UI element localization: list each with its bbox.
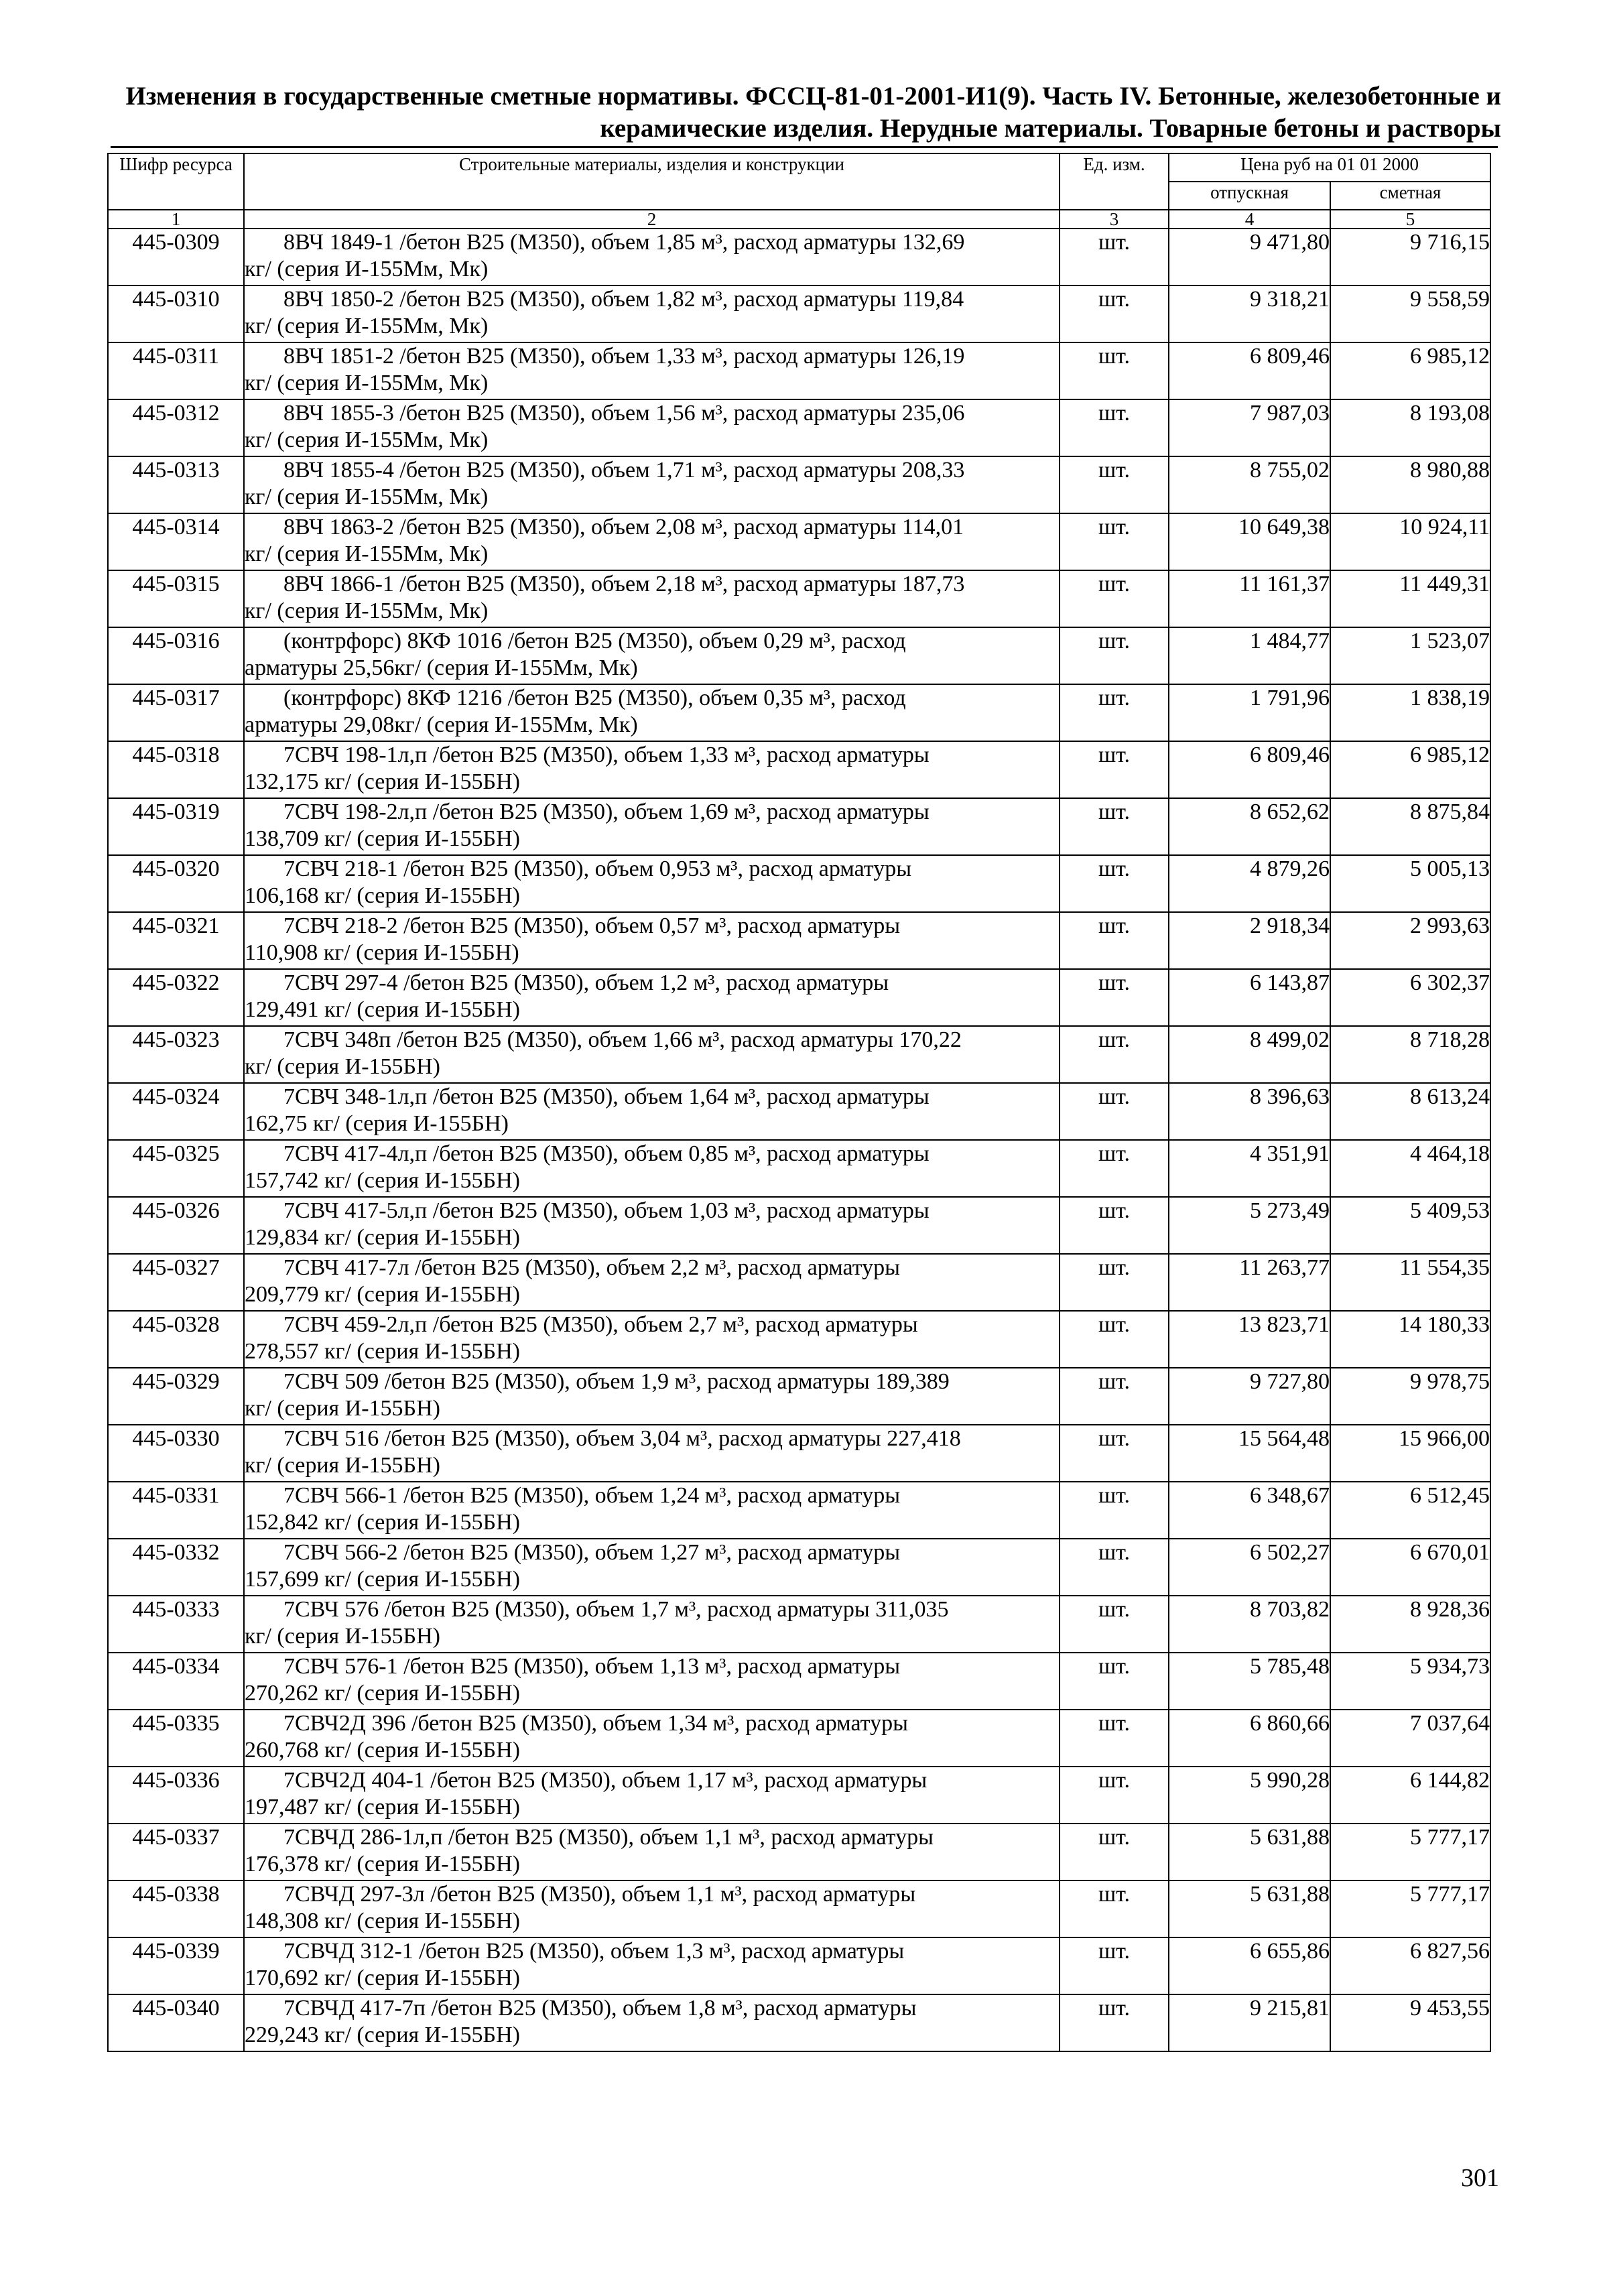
table-row [108, 1937, 1490, 1994]
estimate-price: 1 523,07 [1330, 627, 1490, 684]
header-code: Шифр ресурса [108, 153, 244, 210]
resource-code: 445-0328 [108, 1311, 244, 1368]
description-line-1: 7СВЧ 516 /бетон В25 (М350), объем 3,04 м³, расход арматуры 227,418 [283, 1426, 961, 1451]
unit-of-measure: шт. [1060, 969, 1169, 1026]
unit-of-measure: шт. [1060, 1311, 1169, 1368]
description-line-1: 8ВЧ 1850-2 /бетон В25 (М350), объем 1,82 м³, расход арматуры 119,84 [283, 287, 964, 312]
material-description [244, 1880, 1060, 1937]
material-description [244, 1311, 1060, 1368]
material-description [244, 1254, 1060, 1311]
table-row [108, 513, 1490, 570]
resource-code: 445-0322 [108, 969, 244, 1026]
release-price: 9 727,80 [1169, 1368, 1330, 1425]
header-rule [111, 146, 1498, 148]
description-line-2: 129,834 кг/ (серия И-155БН) [245, 1225, 520, 1250]
resource-code: 445-0340 [108, 1994, 244, 2051]
resource-code: 445-0312 [108, 399, 244, 456]
release-price: 1 791,96 [1169, 684, 1330, 741]
price-table [107, 153, 1491, 2052]
description-line-2: 270,262 кг/ (серия И-155БН) [245, 1681, 520, 1706]
release-price: 4 879,26 [1169, 855, 1330, 912]
material-description [244, 969, 1060, 1026]
resource-code: 445-0319 [108, 798, 244, 855]
material-description [244, 1824, 1060, 1880]
release-price: 10 649,38 [1169, 513, 1330, 570]
description-line-2: 148,308 кг/ (серия И-155БН) [245, 1909, 520, 1933]
table-row [108, 855, 1490, 912]
release-price: 8 396,63 [1169, 1083, 1330, 1140]
release-price: 11 263,77 [1169, 1254, 1330, 1311]
description-line-1: 8ВЧ 1849-1 /бетон В25 (М350), объем 1,85 м³, расход арматуры 132,69 [283, 230, 965, 255]
estimate-price: 14 180,33 [1330, 1311, 1490, 1368]
unit-of-measure: шт. [1060, 513, 1169, 570]
material-description [244, 684, 1060, 741]
material-description [244, 570, 1060, 627]
header-col-number: 2 [244, 210, 1060, 229]
table-row [108, 285, 1490, 342]
release-price: 6 143,87 [1169, 969, 1330, 1026]
table-row [108, 1539, 1490, 1596]
estimate-price: 1 838,19 [1330, 684, 1490, 741]
release-price: 9 471,80 [1169, 229, 1330, 285]
estimate-price: 2 993,63 [1330, 912, 1490, 969]
description-line-2: 152,842 кг/ (серия И-155БН) [245, 1510, 520, 1535]
description-line-2: кг/ (серия И-155Мм, Мк) [245, 598, 489, 623]
unit-of-measure: шт. [1060, 342, 1169, 399]
resource-code: 445-0334 [108, 1653, 244, 1710]
description-line-1: 7СВЧ 509 /бетон В25 (М350), объем 1,9 м³, расход арматуры 189,389 [283, 1369, 950, 1394]
release-price: 5 273,49 [1169, 1197, 1330, 1254]
description-line-2: 110,908 кг/ (серия И-155БН) [245, 940, 519, 965]
estimate-price: 8 928,36 [1330, 1596, 1490, 1653]
table-row [108, 1140, 1490, 1197]
description-line-2: 157,742 кг/ (серия И-155БН) [245, 1168, 520, 1193]
table-row [108, 798, 1490, 855]
material-description [244, 855, 1060, 912]
material-description [244, 399, 1060, 456]
description-line-1: 8ВЧ 1855-3 /бетон В25 (М350), объем 1,56 м³, расход арматуры 235,06 [283, 401, 965, 426]
table-row [108, 1311, 1490, 1368]
estimate-price: 6 670,01 [1330, 1539, 1490, 1596]
release-price: 11 161,37 [1169, 570, 1330, 627]
header-line-1: Изменения в государственные сметные нормативы. ФССЦ-81-01-2001-И1(9). Часть IV. Бетонные, железобетонные и [125, 82, 1501, 111]
unit-of-measure: шт. [1060, 456, 1169, 513]
unit-of-measure: шт. [1060, 1083, 1169, 1140]
estimate-price: 5 777,17 [1330, 1880, 1490, 1937]
description-line-1: 7СВЧ 348п /бетон В25 (М350), объем 1,66 м³, расход арматуры 170,22 [283, 1027, 962, 1052]
material-description [244, 912, 1060, 969]
unit-of-measure: шт. [1060, 1880, 1169, 1937]
description-line-1: 7СВЧ2Д 396 /бетон В25 (М350), объем 1,34 м³, расход арматуры [283, 1711, 908, 1736]
description-line-2: кг/ (серия И-155Мм, Мк) [245, 428, 489, 452]
unit-of-measure: шт. [1060, 1197, 1169, 1254]
estimate-price: 9 978,75 [1330, 1368, 1490, 1425]
unit-of-measure: шт. [1060, 627, 1169, 684]
estimate-price: 5 005,13 [1330, 855, 1490, 912]
material-description [244, 229, 1060, 285]
resource-code: 445-0321 [108, 912, 244, 969]
material-description [244, 741, 1060, 798]
table-row [108, 399, 1490, 456]
material-description [244, 1767, 1060, 1824]
page-number: 301 [1461, 2164, 1499, 2192]
release-price: 8 499,02 [1169, 1026, 1330, 1083]
table-row [108, 1710, 1490, 1767]
estimate-price: 6 827,56 [1330, 1937, 1490, 1994]
description-line-1: 7СВЧ 297-4 /бетон В25 (М350), объем 1,2 м³, расход арматуры [283, 970, 889, 995]
release-price: 5 990,28 [1169, 1767, 1330, 1824]
table-row [108, 1425, 1490, 1482]
description-line-2: кг/ (серия И-155БН) [245, 1453, 440, 1478]
header-col-number: 3 [1060, 210, 1169, 229]
material-description [244, 1596, 1060, 1653]
header-col-number: 4 [1169, 210, 1330, 229]
unit-of-measure: шт. [1060, 1539, 1169, 1596]
table-row [108, 912, 1490, 969]
release-price: 5 631,88 [1169, 1824, 1330, 1880]
release-price: 2 918,34 [1169, 912, 1330, 969]
description-line-1: (контрфорс) 8КФ 1016 /бетон В25 (М350), объем 0,29 м³, расход [283, 629, 906, 653]
estimate-price: 6 144,82 [1330, 1767, 1490, 1824]
unit-of-measure: шт. [1060, 1596, 1169, 1653]
material-description [244, 1937, 1060, 1994]
description-line-2: кг/ (серия И-155Мм, Мк) [245, 485, 489, 509]
estimate-price: 8 613,24 [1330, 1083, 1490, 1140]
release-price: 6 809,46 [1169, 342, 1330, 399]
release-price: 6 655,86 [1169, 1937, 1330, 1994]
unit-of-measure: шт. [1060, 570, 1169, 627]
description-line-2: 197,487 кг/ (серия И-155БН) [245, 1795, 520, 1820]
estimate-price: 6 985,12 [1330, 741, 1490, 798]
table-row [108, 1482, 1490, 1539]
description-line-1: 7СВЧ 576-1 /бетон В25 (М350), объем 1,13 м³, расход арматуры [283, 1654, 901, 1679]
description-line-2: кг/ (серия И-155Мм, Мк) [245, 257, 489, 281]
release-price: 6 809,46 [1169, 741, 1330, 798]
unit-of-measure: шт. [1060, 1254, 1169, 1311]
resource-code: 445-0314 [108, 513, 244, 570]
unit-of-measure: шт. [1060, 1368, 1169, 1425]
table-row [108, 1368, 1490, 1425]
description-line-2: кг/ (серия И-155БН) [245, 1624, 440, 1649]
material-description [244, 342, 1060, 399]
table-row [108, 229, 1490, 285]
table-row [108, 1653, 1490, 1710]
estimate-price: 5 777,17 [1330, 1824, 1490, 1880]
description-line-1: 7СВЧ 218-1 /бетон В25 (М350), объем 0,953 м³, расход арматуры [283, 856, 912, 881]
estimate-price: 8 875,84 [1330, 798, 1490, 855]
estimate-price: 6 512,45 [1330, 1482, 1490, 1539]
description-line-2: 170,692 кг/ (серия И-155БН) [245, 1966, 520, 1990]
description-line-1: 7СВЧ 198-1л,п /бетон В25 (М350), объем 1,33 м³, расход арматуры [283, 743, 930, 767]
header-name: Строительные материалы, изделия и конструкции [244, 153, 1060, 210]
unit-of-measure: шт. [1060, 1824, 1169, 1880]
resource-code: 445-0325 [108, 1140, 244, 1197]
unit-of-measure: шт. [1060, 741, 1169, 798]
table-row [108, 1596, 1490, 1653]
resource-code: 445-0329 [108, 1368, 244, 1425]
description-line-1: 8ВЧ 1855-4 /бетон В25 (М350), объем 1,71 м³, расход арматуры 208,33 [283, 458, 965, 483]
description-line-1: 7СВЧ 566-2 /бетон В25 (М350), объем 1,27 м³, расход арматуры [283, 1540, 901, 1565]
unit-of-measure: шт. [1060, 1937, 1169, 1994]
release-price: 6 502,27 [1169, 1539, 1330, 1596]
release-price: 4 351,91 [1169, 1140, 1330, 1197]
header-price-release: отпускная [1169, 182, 1330, 210]
description-line-1: 7СВЧ 576 /бетон В25 (М350), объем 1,7 м³, расход арматуры 311,035 [283, 1597, 949, 1622]
resource-code: 445-0323 [108, 1026, 244, 1083]
resource-code: 445-0336 [108, 1767, 244, 1824]
description-line-2: 260,768 кг/ (серия И-155БН) [245, 1738, 520, 1763]
resource-code: 445-0316 [108, 627, 244, 684]
release-price: 15 564,48 [1169, 1425, 1330, 1482]
header-line-2: керамические изделия. Нерудные материалы. Товарные бетоны и растворы [600, 114, 1501, 143]
description-line-2: 157,699 кг/ (серия И-155БН) [245, 1567, 520, 1592]
release-price: 6 860,66 [1169, 1710, 1330, 1767]
release-price: 6 348,67 [1169, 1482, 1330, 1539]
table-row [108, 1994, 1490, 2051]
table-row [108, 570, 1490, 627]
estimate-price: 10 924,11 [1330, 513, 1490, 570]
description-line-1: 7СВЧ 417-5л,п /бетон В25 (М350), объем 1,03 м³, расход арматуры [283, 1198, 930, 1223]
release-price: 1 484,77 [1169, 627, 1330, 684]
table-row [108, 1767, 1490, 1824]
resource-code: 445-0311 [108, 342, 244, 399]
resource-code: 445-0331 [108, 1482, 244, 1539]
release-price: 5 785,48 [1169, 1653, 1330, 1710]
estimate-price: 6 985,12 [1330, 342, 1490, 399]
estimate-price: 11 554,35 [1330, 1254, 1490, 1311]
description-line-2: 129,491 кг/ (серия И-155БН) [245, 997, 520, 1022]
header-col-number: 1 [108, 210, 244, 229]
material-description [244, 1197, 1060, 1254]
material-description [244, 1482, 1060, 1539]
estimate-price: 11 449,31 [1330, 570, 1490, 627]
unit-of-measure: шт. [1060, 1653, 1169, 1710]
material-description [244, 1539, 1060, 1596]
unit-of-measure: шт. [1060, 1767, 1169, 1824]
description-line-1: 7СВЧД 286-1л,п /бетон В25 (М350), объем 1,1 м³, расход арматуры [283, 1825, 934, 1850]
table-row [108, 342, 1490, 399]
table-row [108, 1824, 1490, 1880]
resource-code: 445-0320 [108, 855, 244, 912]
unit-of-measure: шт. [1060, 1482, 1169, 1539]
page-header [107, 80, 1501, 145]
description-line-1: (контрфорс) 8КФ 1216 /бетон В25 (М350), объем 0,35 м³, расход [283, 686, 906, 710]
material-description [244, 1083, 1060, 1140]
unit-of-measure: шт. [1060, 1425, 1169, 1482]
material-description [244, 1994, 1060, 2051]
table-row [108, 1197, 1490, 1254]
description-line-2: кг/ (серия И-155Мм, Мк) [245, 314, 489, 338]
material-description [244, 1368, 1060, 1425]
material-description [244, 1026, 1060, 1083]
description-line-1: 7СВЧ 348-1л,п /бетон В25 (М350), объем 1,64 м³, расход арматуры [283, 1084, 930, 1109]
table-row [108, 969, 1490, 1026]
estimate-price: 4 464,18 [1330, 1140, 1490, 1197]
description-line-2: 176,378 кг/ (серия И-155БН) [245, 1852, 520, 1876]
estimate-price: 8 718,28 [1330, 1026, 1490, 1083]
resource-code: 445-0332 [108, 1539, 244, 1596]
estimate-price: 7 037,64 [1330, 1710, 1490, 1767]
description-line-1: 8ВЧ 1866-1 /бетон В25 (М350), объем 2,18 м³, расход арматуры 187,73 [283, 572, 965, 596]
resource-code: 445-0333 [108, 1596, 244, 1653]
resource-code: 445-0315 [108, 570, 244, 627]
release-price: 8 755,02 [1169, 456, 1330, 513]
unit-of-measure: шт. [1060, 1026, 1169, 1083]
description-line-1: 7СВЧД 417-7п /бетон В25 (М350), объем 1,8 м³, расход арматуры [283, 1996, 917, 2021]
unit-of-measure: шт. [1060, 229, 1169, 285]
description-line-2: кг/ (серия И-155Мм, Мк) [245, 541, 489, 566]
description-line-2: 229,243 кг/ (серия И-155БН) [245, 2023, 520, 2047]
release-price: 9 215,81 [1169, 1994, 1330, 2051]
description-line-1: 8ВЧ 1863-2 /бетон В25 (М350), объем 2,08 м³, расход арматуры 114,01 [283, 515, 964, 539]
resource-code: 445-0324 [108, 1083, 244, 1140]
resource-code: 445-0326 [108, 1197, 244, 1254]
material-description [244, 285, 1060, 342]
description-line-1: 7СВЧ 198-2л,п /бетон В25 (М350), объем 1,69 м³, расход арматуры [283, 800, 930, 824]
description-line-2: 106,168 кг/ (серия И-155БН) [245, 883, 520, 908]
table-row [108, 1254, 1490, 1311]
estimate-price: 5 409,53 [1330, 1197, 1490, 1254]
description-line-1: 7СВЧ 417-4л,п /бетон В25 (М350), объем 0,85 м³, расход арматуры [283, 1141, 930, 1166]
description-line-2: 278,557 кг/ (серия И-155БН) [245, 1339, 520, 1364]
release-price: 8 703,82 [1169, 1596, 1330, 1653]
material-description [244, 627, 1060, 684]
material-description [244, 456, 1060, 513]
estimate-price: 5 934,73 [1330, 1653, 1490, 1710]
resource-code: 445-0335 [108, 1710, 244, 1767]
description-line-1: 7СВЧД 312-1 /бетон В25 (М350), объем 1,3 м³, расход арматуры [283, 1939, 905, 1964]
unit-of-measure: шт. [1060, 855, 1169, 912]
description-line-2: кг/ (серия И-155Мм, Мк) [245, 371, 489, 395]
resource-code: 445-0309 [108, 229, 244, 285]
resource-code: 445-0318 [108, 741, 244, 798]
unit-of-measure: шт. [1060, 1140, 1169, 1197]
description-line-1: 7СВЧ 218-2 /бетон В25 (М350), объем 0,57 м³, расход арматуры [283, 913, 901, 938]
material-description [244, 1653, 1060, 1710]
release-price: 7 987,03 [1169, 399, 1330, 456]
release-price: 5 631,88 [1169, 1880, 1330, 1937]
unit-of-measure: шт. [1060, 912, 1169, 969]
material-description [244, 1140, 1060, 1197]
estimate-price: 9 558,59 [1330, 285, 1490, 342]
release-price: 8 652,62 [1169, 798, 1330, 855]
release-price: 9 318,21 [1169, 285, 1330, 342]
material-description [244, 1425, 1060, 1482]
description-line-2: 138,709 кг/ (серия И-155БН) [245, 826, 520, 851]
material-description [244, 798, 1060, 855]
release-price: 13 823,71 [1169, 1311, 1330, 1368]
unit-of-measure: шт. [1060, 399, 1169, 456]
resource-code: 445-0330 [108, 1425, 244, 1482]
description-line-1: 7СВЧ 566-1 /бетон В25 (М350), объем 1,24 м³, расход арматуры [283, 1483, 901, 1508]
header-price-estimate: сметная [1330, 182, 1490, 210]
estimate-price: 8 980,88 [1330, 456, 1490, 513]
description-line-1: 7СВЧ 459-2л,п /бетон В25 (М350), объем 2,7 м³, расход арматуры [283, 1312, 918, 1337]
description-line-1: 7СВЧД 297-3л /бетон В25 (М350), объем 1,1 м³, расход арматуры [283, 1882, 916, 1907]
description-line-2: арматуры 29,08кг/ (серия И-155Мм, Мк) [245, 712, 638, 737]
material-description [244, 513, 1060, 570]
unit-of-measure: шт. [1060, 285, 1169, 342]
description-line-2: 132,175 кг/ (серия И-155БН) [245, 769, 520, 794]
estimate-price: 15 966,00 [1330, 1425, 1490, 1482]
unit-of-measure: шт. [1060, 684, 1169, 741]
description-line-2: 162,75 кг/ (серия И-155БН) [245, 1111, 509, 1136]
estimate-price: 8 193,08 [1330, 399, 1490, 456]
description-line-2: 209,779 кг/ (серия И-155БН) [245, 1282, 520, 1307]
table-row [108, 684, 1490, 741]
description-line-2: кг/ (серия И-155БН) [245, 1054, 440, 1079]
table-row [108, 1026, 1490, 1083]
resource-code: 445-0310 [108, 285, 244, 342]
estimate-price: 9 716,15 [1330, 229, 1490, 285]
description-line-2: кг/ (серия И-155БН) [245, 1396, 440, 1421]
table-row [108, 456, 1490, 513]
table-row [108, 1880, 1490, 1937]
resource-code: 445-0339 [108, 1937, 244, 1994]
resource-code: 445-0313 [108, 456, 244, 513]
description-line-1: 7СВЧ 417-7л /бетон В25 (М350), объем 2,2 м³, расход арматуры [283, 1255, 901, 1280]
table-row [108, 627, 1490, 684]
resource-code: 445-0327 [108, 1254, 244, 1311]
unit-of-measure: шт. [1060, 798, 1169, 855]
table-row [108, 1083, 1490, 1140]
resource-code: 445-0338 [108, 1880, 244, 1937]
table-row [108, 741, 1490, 798]
header-col-number: 5 [1330, 210, 1490, 229]
header-price-group: Цена руб на 01 01 2000 [1169, 153, 1490, 182]
resource-code: 445-0337 [108, 1824, 244, 1880]
header-unit: Ед. изм. [1060, 153, 1169, 210]
description-line-1: 8ВЧ 1851-2 /бетон В25 (М350), объем 1,33 м³, расход арматуры 126,19 [283, 344, 965, 369]
resource-code: 445-0317 [108, 684, 244, 741]
description-line-2: арматуры 25,56кг/ (серия И-155Мм, Мк) [245, 655, 638, 680]
estimate-price: 6 302,37 [1330, 969, 1490, 1026]
unit-of-measure: шт. [1060, 1994, 1169, 2051]
material-description [244, 1710, 1060, 1767]
description-line-1: 7СВЧ2Д 404-1 /бетон В25 (М350), объем 1,17 м³, расход арматуры [283, 1768, 928, 1793]
unit-of-measure: шт. [1060, 1710, 1169, 1767]
estimate-price: 9 453,55 [1330, 1994, 1490, 2051]
